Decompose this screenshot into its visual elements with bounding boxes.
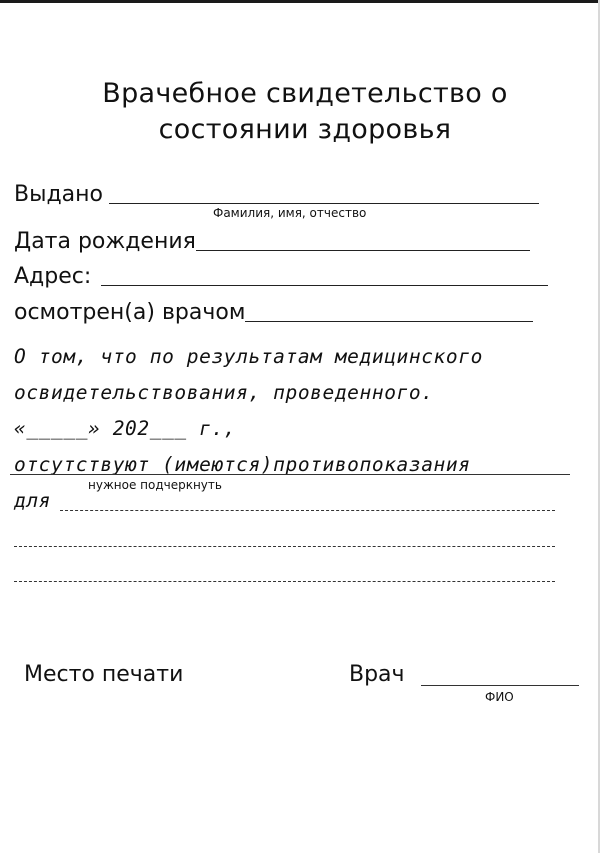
contraindications-hint: нужное подчеркнуть [88, 478, 222, 492]
purpose-field-line-2[interactable] [14, 546, 555, 547]
statement-line-2: освидетельствования, проведенного. [14, 381, 434, 404]
title-line-2: состоянии здоровья [158, 114, 452, 145]
birthdate-field[interactable] [196, 250, 530, 251]
top-border [0, 0, 600, 3]
purpose-field-line-1[interactable] [60, 510, 555, 511]
issued-hint: Фамилия, имя, отчество [213, 206, 367, 220]
birthdate-row [14, 225, 530, 255]
address-row [14, 260, 548, 290]
doctor-signature-field[interactable] [421, 685, 579, 686]
underline-rule [10, 474, 570, 475]
purpose-field-line-3[interactable] [14, 581, 555, 582]
issued-field[interactable] [109, 203, 539, 204]
statement-line-1: О том, что по результатам медицинского [14, 345, 483, 368]
doctor-name-hint: ФИО [485, 690, 514, 704]
for-label: для [14, 489, 52, 512]
title-line-1: Врачебное свидетельство о [102, 78, 508, 109]
issued-row [14, 178, 539, 208]
stamp-place-label: Место печати [24, 662, 184, 687]
statement-date-line[interactable]: «_____» 202___ г., [14, 417, 237, 440]
address-field[interactable] [101, 285, 548, 286]
examined-row [14, 296, 533, 326]
document-title [0, 76, 600, 148]
examined-label: осмотрен(а) врачом [14, 300, 246, 325]
address-label: Адрес: [14, 264, 92, 289]
doctor-label: Врач [349, 662, 405, 687]
issued-label: Выдано [14, 182, 103, 207]
examined-field[interactable] [245, 321, 533, 322]
contraindications-text: отсутствуют (имеются)противопоказания [14, 453, 471, 476]
birthdate-label: Дата рождения [14, 229, 196, 254]
